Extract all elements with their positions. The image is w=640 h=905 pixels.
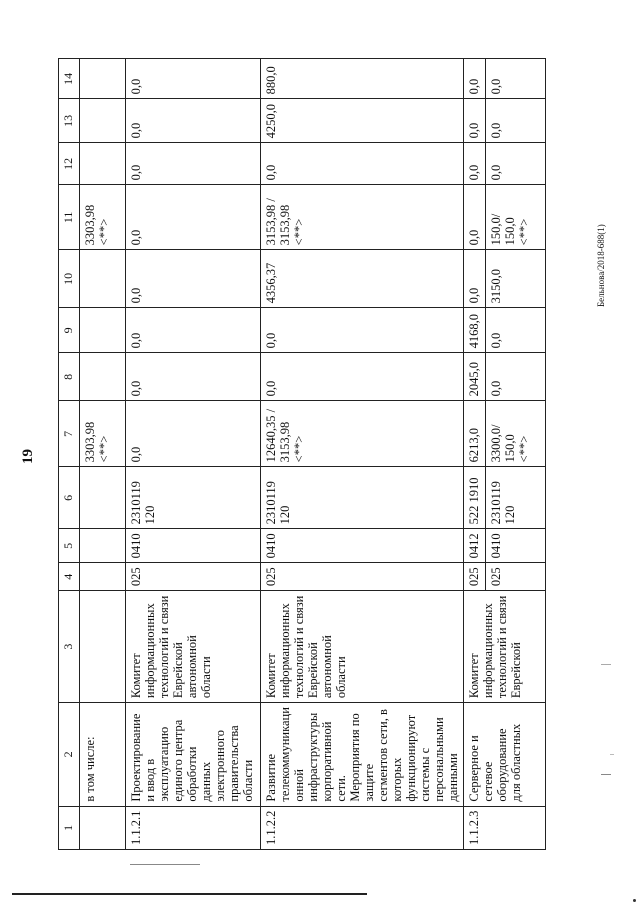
table-cell: 0,0 [126, 143, 261, 185]
table-cell: 522 1910 [464, 467, 486, 529]
table-cell: 3300,0/ 150,0 <**> [486, 401, 546, 467]
table-cell: 1.1.2.3 [464, 806, 546, 849]
col-header: 12 [59, 143, 80, 185]
table-row [261, 59, 464, 850]
table-cell [80, 467, 126, 529]
col-header: 5 [59, 529, 80, 563]
table-cell: 0,0 [464, 250, 486, 308]
table-cell: 2310119 120 [261, 467, 464, 529]
table-cell: 0410 [486, 529, 546, 563]
table-cell: 2310119 120 [486, 467, 546, 529]
table-cell: Комитет информационных технологий и связи Еврейской автономной области [126, 591, 261, 703]
scan-mark [610, 754, 614, 755]
table-cell: 0,0 [486, 143, 546, 185]
table-cell: 3303,98 <**> [80, 401, 126, 467]
table-cell: 4168,0 [464, 308, 486, 353]
table-cell: 0412 [464, 529, 486, 563]
table-cell: 12640,35 / 3153,98 <**> [261, 401, 464, 467]
table-cell [80, 806, 126, 849]
table-cell: Комитет информационных технологий и связи Еврейской [464, 591, 546, 703]
col-header: 10 [59, 250, 80, 308]
table-cell [80, 143, 126, 185]
table-cell: 1.1.2.1 [126, 806, 261, 849]
scan-dot [633, 899, 636, 902]
col-header: 7 [59, 401, 80, 467]
col-header: 9 [59, 308, 80, 353]
table-row [464, 59, 486, 850]
table-cell: 3150,0 [486, 250, 546, 308]
table-cell [80, 353, 126, 401]
table-cell [80, 308, 126, 353]
table-cell: 0,0 [126, 59, 261, 99]
table-cell: 0,0 [464, 99, 486, 143]
table-cell [80, 250, 126, 308]
table-cell: 025 [464, 563, 486, 591]
budget-table [58, 58, 546, 850]
table-cell: 025 [126, 563, 261, 591]
table-cell [80, 591, 126, 703]
table-row [126, 59, 261, 850]
col-header: 6 [59, 467, 80, 529]
table-cell: 025 [486, 563, 546, 591]
table-cell: 2310119 120 [126, 467, 261, 529]
table-cell: 2045,0 [464, 353, 486, 401]
table-cell: Комитет информационных технологий и связи Еврейской автономной области [261, 591, 464, 703]
table-cell: 0,0 [464, 143, 486, 185]
page-number: 19 [20, 449, 36, 464]
table-cell: 0,0 [126, 353, 261, 401]
header-row [59, 59, 80, 850]
table-cell: 1.1.2.2 [261, 806, 464, 849]
table-cell: 6213,0 [464, 401, 486, 467]
col-header: 4 [59, 563, 80, 591]
table-cell: 0,0 [486, 59, 546, 99]
table-cell: 0,0 [261, 308, 464, 353]
col-header: 2 [59, 703, 80, 807]
col-header: 14 [59, 59, 80, 99]
table-cell [80, 563, 126, 591]
col-header: 11 [59, 185, 80, 250]
document-code: Бельнова/2018-688(1) [596, 224, 606, 307]
table-cell: 0,0 [261, 353, 464, 401]
table-cell: 025 [261, 563, 464, 591]
table-cell: 0,0 [261, 143, 464, 185]
table-cell: 0,0 [126, 308, 261, 353]
table-cell: Проектирование и ввод в эксплуатацию единого центра обработки данных электронного правительства области [126, 703, 261, 807]
margin-tick [601, 774, 611, 775]
table-cell: 0410 [126, 529, 261, 563]
table-cell: 0410 [261, 529, 464, 563]
table-cell: 0,0 [126, 185, 261, 250]
table-cell: 0,0 [486, 99, 546, 143]
table-cell: 0,0 [126, 99, 261, 143]
margin-rule [130, 864, 200, 865]
margin-rule [12, 893, 367, 895]
table-cell: 0,0 [486, 353, 546, 401]
table-cell: 0,0 [464, 59, 486, 99]
table-cell: 880,0 [261, 59, 464, 99]
table-cell: 3303,98 <**> [80, 185, 126, 250]
table-cell: 0,0 [464, 185, 486, 250]
table-cell: 4356,37 [261, 250, 464, 308]
col-header: 13 [59, 99, 80, 143]
table-cell [80, 59, 126, 99]
table-cell: 0,0 [486, 308, 546, 353]
table-cell: 0,0 [126, 401, 261, 467]
col-header: 1 [59, 806, 80, 849]
margin-tick [601, 664, 611, 665]
table-cell: 4250,0 [261, 99, 464, 143]
table-cell: Развитие телекоммуникаци онной инфраструктуры корпоративной сети. Мероприятия по защите сегментов сети, в которых функционируют системы с персональными данными [261, 703, 464, 807]
table-cell: Серверное и сетевое оборудование для областных [464, 703, 546, 807]
col-header: 8 [59, 353, 80, 401]
table-row [80, 59, 126, 850]
table-cell [80, 529, 126, 563]
table-cell: 0,0 [126, 250, 261, 308]
table-cell [80, 99, 126, 143]
table-cell: в том числе: [80, 703, 126, 807]
table-cell: 150,0/ 150,0 <**> [486, 185, 546, 250]
table-cell: 3153,98 / 3153,98 <**> [261, 185, 464, 250]
col-header: 3 [59, 591, 80, 703]
